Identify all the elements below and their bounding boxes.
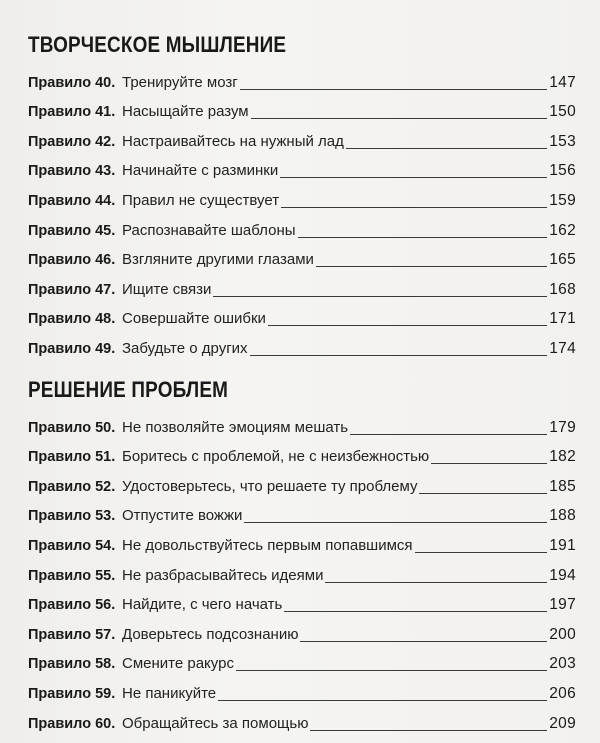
page-number: 165 — [549, 251, 576, 269]
toc-row — [28, 705, 576, 735]
page-number: 182 — [549, 448, 576, 466]
leader-line — [310, 729, 547, 731]
page-number: 168 — [549, 280, 576, 298]
toc-row — [28, 468, 576, 498]
toc-row — [28, 527, 576, 557]
toc-row — [28, 587, 576, 617]
toc-row — [28, 646, 576, 676]
rule-title: Обращайтесь за помощью — [122, 714, 309, 732]
leader-line — [325, 581, 547, 583]
rule-number: Правило 58. — [28, 656, 116, 673]
leader-line — [244, 521, 547, 523]
rule-title: Не позволяйте эмоциям мешать — [122, 418, 349, 436]
page-number: 159 — [549, 191, 576, 209]
toc-row — [28, 182, 576, 212]
rule-number: Правило 57. — [28, 626, 116, 643]
rule-number: Правило 42. — [28, 133, 116, 150]
toc-list — [28, 409, 576, 735]
toc-row — [28, 616, 576, 646]
rule-title: Не паникуйте — [122, 684, 217, 702]
rule-title: Взгляните другими глазами — [122, 251, 314, 269]
page-number: 194 — [549, 566, 576, 584]
rule-number: Правило 43. — [28, 163, 116, 180]
rule-title: Не довольствуйтесь первым попавшимся — [122, 536, 413, 554]
leader-line — [431, 462, 547, 464]
toc-row — [28, 557, 576, 587]
leader-line — [346, 147, 547, 149]
leader-line — [236, 669, 547, 671]
toc-row — [28, 439, 576, 469]
leader-line — [350, 433, 547, 435]
toc-row — [28, 123, 576, 153]
toc-row — [28, 675, 576, 705]
rule-number: Правило 59. — [28, 685, 116, 702]
rule-number: Правило 51. — [28, 449, 116, 466]
rule-title: Удостоверьтесь, что решаете ту проблему — [122, 477, 418, 495]
rule-number: Правило 44. — [28, 192, 116, 209]
rule-title: Ищите связи — [122, 280, 212, 298]
rule-number: Правило 47. — [28, 281, 116, 298]
leader-line — [300, 640, 547, 642]
leader-line — [415, 551, 548, 553]
toc-row — [28, 242, 576, 272]
toc-row — [28, 64, 576, 94]
page-number: 197 — [549, 596, 576, 614]
toc-row — [28, 330, 576, 360]
section-title: РЕШЕНИЕ ПРОБЛЕМ — [28, 377, 229, 402]
rule-title: Настраивайтесь на нужный лад — [122, 132, 344, 150]
rule-number: Правило 45. — [28, 222, 116, 239]
leader-line — [284, 610, 547, 612]
rule-number: Правило 50. — [28, 419, 116, 436]
section-title: ТВОРЧЕСКОЕ МЫШЛЕНИЕ — [28, 32, 287, 57]
page-number: 147 — [549, 73, 576, 91]
leader-line — [280, 176, 547, 178]
rule-title: Забудьте о других — [122, 339, 248, 357]
leader-line — [218, 699, 547, 701]
leader-line — [268, 324, 547, 326]
toc-row — [28, 301, 576, 331]
rule-title: Распознавайте шаблоны — [122, 221, 296, 239]
leader-line — [213, 295, 547, 297]
rule-number: Правило 54. — [28, 537, 116, 554]
leader-line — [316, 265, 547, 267]
toc-row — [28, 153, 576, 183]
leader-line — [298, 236, 548, 238]
section-problem-solving — [28, 375, 576, 735]
rule-title: Насыщайте разум — [122, 103, 249, 121]
rule-number: Правило 55. — [28, 567, 116, 584]
page-number: 162 — [549, 221, 576, 239]
toc-row — [28, 212, 576, 242]
page-number: 150 — [549, 103, 576, 121]
page-number: 188 — [549, 507, 576, 525]
rule-number: Правило 52. — [28, 478, 116, 495]
rule-number: Правило 53. — [28, 508, 116, 525]
page-number: 209 — [549, 714, 576, 732]
rule-title: Правил не существует — [122, 191, 280, 209]
rule-number: Правило 49. — [28, 340, 116, 357]
page-number: 203 — [549, 655, 576, 673]
leader-line — [281, 206, 547, 208]
rule-title: Найдите, с чего начать — [122, 596, 283, 614]
page-number: 191 — [549, 536, 576, 554]
rule-number: Правило 56. — [28, 597, 116, 614]
rule-number: Правило 48. — [28, 311, 116, 328]
leader-line — [240, 88, 547, 90]
rule-title: Отпустите вожжи — [122, 507, 243, 525]
rule-number: Правило 46. — [28, 252, 116, 269]
rule-number: Правило 41. — [28, 104, 116, 121]
leader-line — [250, 354, 548, 356]
rule-number: Правило 40. — [28, 74, 116, 91]
section-creative-thinking — [28, 30, 576, 360]
toc-row — [28, 271, 576, 301]
rule-title: Доверьтесь подсознанию — [122, 625, 299, 643]
leader-line — [419, 492, 547, 494]
rule-title: Тренируйте мозг — [122, 73, 238, 91]
page-number: 200 — [549, 625, 576, 643]
page-number: 171 — [549, 310, 576, 328]
rule-number: Правило 60. — [28, 715, 116, 732]
toc-row — [28, 94, 576, 124]
page-number: 206 — [549, 684, 576, 702]
toc-list — [28, 64, 576, 360]
toc-row — [28, 498, 576, 528]
rule-title: Начинайте с разминки — [122, 162, 279, 180]
page-number: 185 — [549, 477, 576, 495]
page-number: 153 — [549, 132, 576, 150]
leader-line — [251, 117, 548, 119]
page-number: 179 — [549, 418, 576, 436]
rule-title: Боритесь с проблемой, не с неизбежностью — [122, 448, 430, 466]
rule-title: Совершайте ошибки — [122, 310, 266, 328]
page-number: 156 — [549, 162, 576, 180]
rule-title: Не разбрасывайтесь идеями — [122, 566, 324, 584]
page-number: 174 — [549, 339, 576, 357]
rule-title: Смените ракурс — [122, 655, 234, 673]
toc-row — [28, 409, 576, 439]
